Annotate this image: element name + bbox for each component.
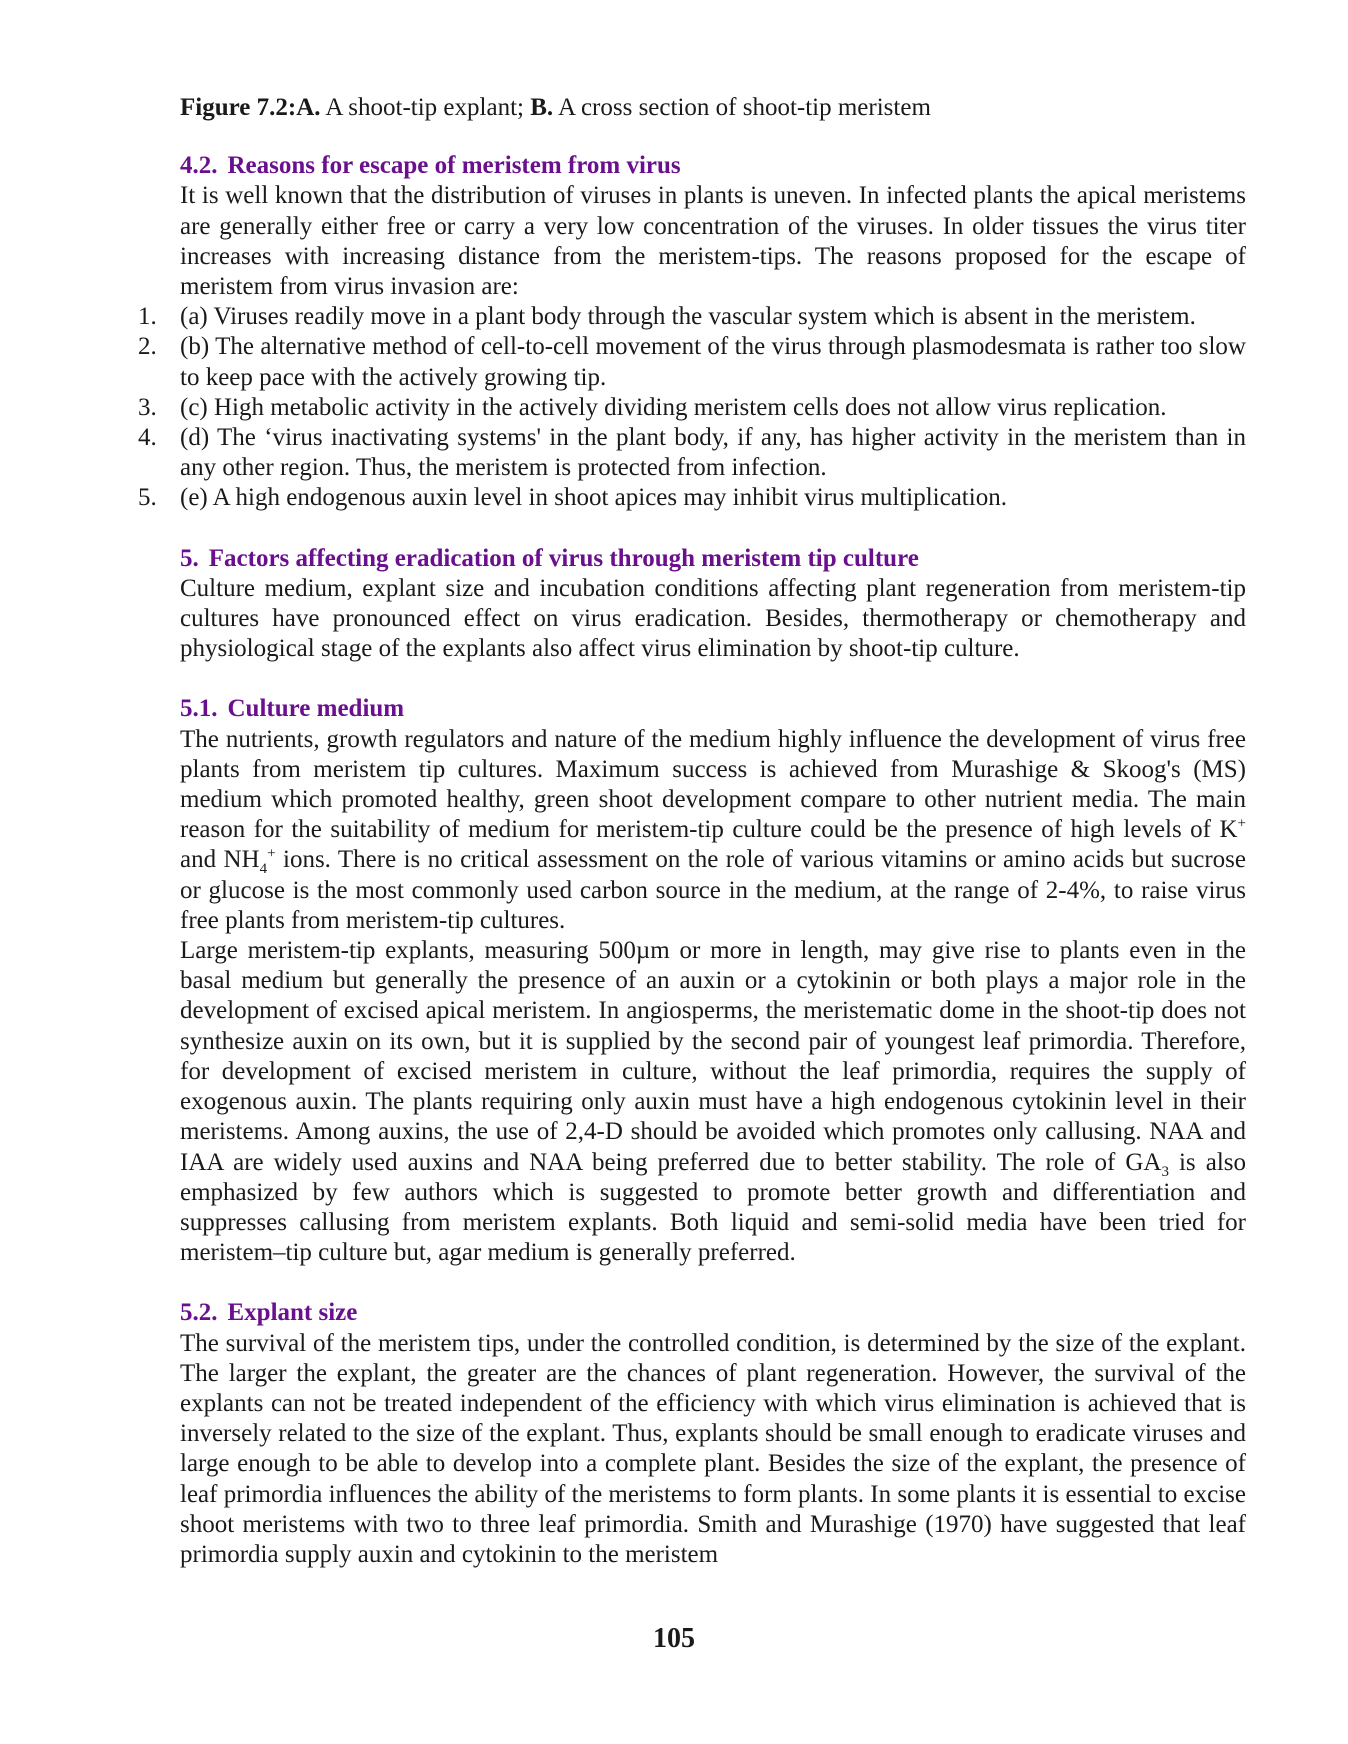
superscript: + [267, 846, 276, 863]
section-4-2-title: Reasons for escape of meristem from virus [227, 152, 681, 180]
list-item-text: (a) Viruses readily move in a plant body through the vascular system which is absent in the meristem. [180, 303, 1196, 331]
list-item [138, 483, 1246, 513]
list-item-marker: 2. [138, 333, 157, 361]
list-item-marker: 5. [138, 484, 157, 512]
reasons-list [138, 302, 1246, 513]
list-item-marker: 4. [138, 424, 157, 452]
paragraph-text: Large meristem-tip explants, measuring 500µm or more in length, may give rise to plants even in the basal medium but generally the presence of an auxin or a cytokinin or both plays a major role in the development of excised apical meristem. In angiosperms, the meristematic dome in the shoot-tip does not synthesize auxin on its own, but it is supplied by the second pair of youngest leaf primordia. Therefore, for development of excised meristem in culture, without the leaf primordia, requires the supply of exogenous auxin. The plants requiring only auxin must have a high endogenous cytokinin level in their meristems. Among auxins, the use of 2,4-D should be avoided which promotes only callusing. NAA and IAA are widely used auxins and NAA being preferred due to better stability. The role of GA [180, 937, 1246, 1176]
section-5-1-title: Culture medium [227, 695, 405, 723]
section-5-heading [180, 544, 1246, 574]
list-item-text: (c) High metabolic activity in the actively dividing meristem cells does not allow virus replication. [180, 393, 1167, 421]
section-5-body: Culture medium, explant size and incubation conditions affecting plant regeneration from meristem-tip cultures have pronounced effect on virus eradication. Besides, thermotherapy or chemotherapy and physiological stage of the explants also affect virus elimination by shoot-tip culture. [180, 574, 1246, 663]
section-5-1-number: 5.1. [180, 695, 218, 723]
list-item-text: (b) The alternative method of cell-to-cell movement of the virus through plasmodesmata is rather too slow to keep pace with the actively growing tip. [180, 333, 1246, 391]
list-item [138, 393, 1246, 423]
figure-part-a-label: A. [296, 94, 321, 121]
figure-part-a-text: A shoot-tip explant; [320, 94, 531, 121]
section-4-2-intro: It is well known that the distribution of viruses in plants is uneven. In infected plants the apical meristems are generally either free or carry a very low concentration of the viruses. In older tissues the virus titer increases with increasing distance from the meristem-tips. The reasons proposed for the escape of meristem from virus invasion are: [180, 182, 1246, 301]
section-5-2-heading [180, 1298, 1246, 1328]
list-item-marker: 3. [138, 393, 157, 421]
list-item-text: (d) The ‘virus inactivating systems' in the plant body, if any, has higher activity in the meristem than in any other region. Thus, the meristem is protected from infection. [180, 424, 1246, 482]
section-5-number: 5. [180, 544, 199, 572]
figure-part-b-text: A cross section of shoot-tip meristem [553, 94, 931, 121]
section-5-2-body: The survival of the meristem tips, under the controlled condition, is determined by the size of the explant. The larger the explant, the greater are the chances of plant regeneration. However, the survival of the explants can not be treated independent of the efficiency with which virus elimination is achieved that is inversely related to the size of the explant. Thus, explants should be small enough to eradicate viruses and large enough to be able to develop into a complete plant. Besides the size of the explant, the presence of leaf primordia influences the ability of the meristems to form plants. In some plants it is essential to excise shoot meristems with two to three leaf primordia. Smith and Murashige (1970) have suggested that leaf primordia supply auxin and cytokinin to the meristem [180, 1329, 1246, 1568]
paragraph-text: ions. There is no critical assessment on the role of various vitamins or amino acids but sucrose or glucose is the most commonly used carbon source in the medium, at the range of 2-4%, to raise virus free plants from meristem-tip cultures. [180, 846, 1246, 934]
section-5-1-heading [180, 694, 1246, 724]
list-item [138, 423, 1246, 483]
section-5-1-paragraph-2 [180, 936, 1246, 1268]
paragraph-text: and NH [180, 846, 260, 874]
paragraph-text: is also emphasized by few authors which is suggested to promote better growth and differentiation and suppresses callusing from meristem explants. Both liquid and semi-solid media have been tried for meristem–tip culture but, agar medium is generally preferred. [180, 1148, 1246, 1267]
list-item [138, 302, 1246, 332]
figure-part-b-label: B. [530, 94, 554, 121]
list-item [138, 332, 1246, 392]
paragraph-text: The nutrients, growth regulators and nature of the medium highly influence the development of virus free plants from meristem tip cultures. Maximum success is achieved from Murashige & Skoog's (MS) medium which promoted healthy, green shoot development compare to other nutrient media. The main reason for the suitability of medium for meristem-tip culture could be the presence of high levels of K [180, 725, 1246, 844]
figure-label: Figure 7.2: [180, 94, 297, 121]
subscript: 4 [259, 861, 268, 878]
page-number: 105 [653, 1623, 695, 1654]
superscript: + [1237, 815, 1246, 832]
page-content [138, 93, 1246, 1570]
section-5-2-number: 5.2. [180, 1299, 218, 1327]
list-item-marker: 1. [138, 303, 157, 331]
section-4-2-heading [180, 151, 1246, 181]
section-5-title: Factors affecting eradication of virus through meristem tip culture [208, 544, 919, 572]
subscript: 3 [1161, 1163, 1169, 1180]
section-5-2-title: Explant size [227, 1299, 358, 1327]
list-item-text: (e) A high endogenous auxin level in shoot apices may inhibit virus multiplication. [180, 484, 1007, 512]
section-5-1-paragraph-1 [180, 725, 1246, 936]
section-4-2-number: 4.2. [180, 152, 218, 180]
figure-caption [180, 93, 1246, 123]
